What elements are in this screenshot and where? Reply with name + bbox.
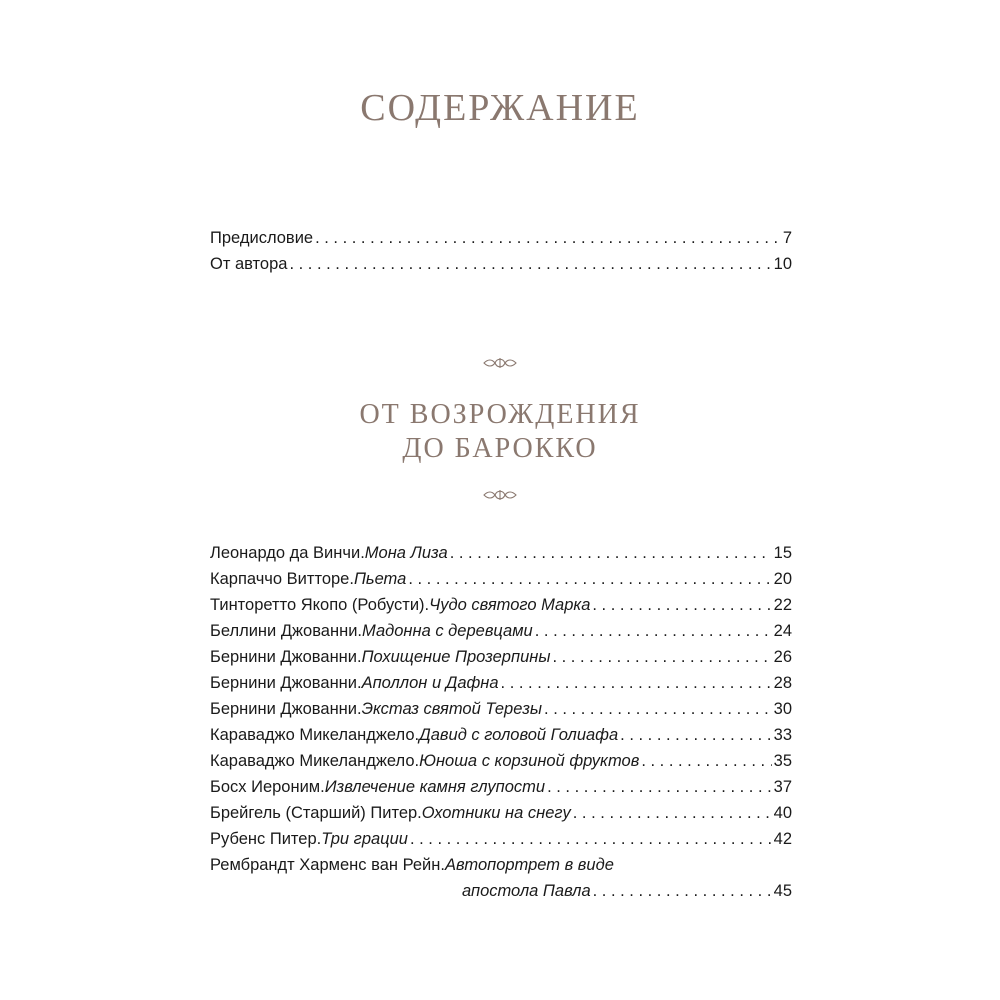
- dot-leader: [410, 826, 772, 852]
- artist-name: Рубенс Питер.: [210, 830, 322, 848]
- toc-entry[interactable]: [210, 826, 792, 852]
- page-number: 35: [773, 752, 792, 770]
- page-number: 40: [773, 804, 792, 822]
- page-number: 42: [773, 830, 792, 848]
- dot-leader: [315, 225, 781, 251]
- artist-name: Беллини Джованни.: [210, 622, 363, 640]
- page-number: 15: [773, 544, 792, 562]
- artist-name: Караваджо Микеланджело.: [210, 752, 420, 770]
- ornament-flourish-icon: [482, 356, 518, 370]
- artist-name: Бернини Джованни.: [210, 648, 362, 666]
- page-number: 24: [773, 622, 792, 640]
- toc-entry[interactable]: [210, 566, 792, 592]
- section-title: [0, 398, 1000, 466]
- toc-entry[interactable]: [210, 644, 792, 670]
- work-title: Извлечение камня глупости: [324, 778, 546, 796]
- work-title-continued: апостола Павла: [462, 882, 591, 900]
- page-number: 28: [773, 674, 792, 692]
- dot-leader: [593, 878, 772, 904]
- dot-leader: [592, 592, 771, 618]
- dot-leader: [620, 722, 771, 748]
- work-title: Три грации: [321, 830, 408, 848]
- page-number: 7: [782, 229, 792, 247]
- artist-name: Бернини Джованни.: [210, 674, 362, 692]
- dot-leader: [408, 566, 771, 592]
- artist-name: Брейгель (Старший) Питер.: [210, 804, 422, 822]
- page-number: 37: [773, 778, 792, 796]
- entry-label: Предисловие: [210, 229, 314, 247]
- dot-leader: [641, 748, 771, 774]
- page-number: 45: [773, 882, 792, 900]
- page-number: 26: [773, 648, 792, 666]
- toc-entry[interactable]: [210, 618, 792, 644]
- work-title: Охотники на снегу: [421, 804, 571, 822]
- work-title: Мона Лиза: [364, 544, 448, 562]
- entry-label: От автора: [210, 255, 288, 273]
- toc-entry[interactable]: [210, 670, 792, 696]
- artist-name: Леонардо да Винчи.: [210, 544, 365, 562]
- page-title: СОДЕРЖАНИЕ: [360, 87, 640, 129]
- toc-entry[interactable]: [210, 800, 792, 826]
- work-title: Похищение Прозерпины: [361, 648, 551, 666]
- ornament-flourish-icon: [482, 488, 518, 502]
- toc-entry[interactable]: [210, 696, 792, 722]
- work-title: Юноша с корзиной фруктов: [419, 752, 640, 770]
- work-title: Аполлон и Дафна: [361, 674, 499, 692]
- dot-leader: [450, 540, 772, 566]
- page-number: 30: [773, 700, 792, 718]
- dot-leader: [501, 670, 772, 696]
- work-title: Экстаз святой Терезы: [361, 700, 543, 718]
- artist-name: Карпаччо Витторе.: [210, 570, 354, 588]
- page-number: 22: [773, 596, 792, 614]
- work-title: Автопортрет в виде: [444, 856, 614, 874]
- artist-name: Караваджо Микеланджело.: [210, 726, 420, 744]
- work-title: Давид с головой Голиафа: [419, 726, 619, 744]
- toc-entry[interactable]: [210, 592, 792, 618]
- dot-leader: [289, 251, 771, 277]
- artist-name: Рембрандт Харменс ван Рейн.: [210, 856, 445, 874]
- artist-name: Бернини Джованни.: [210, 700, 362, 718]
- dot-leader: [552, 644, 771, 670]
- work-title: Пьета: [353, 570, 407, 588]
- page-number: 10: [773, 255, 792, 273]
- page-number: 33: [773, 726, 792, 744]
- artist-name: Босх Иероним.: [210, 778, 325, 796]
- toc-entry[interactable]: [210, 774, 792, 800]
- toc-entry-from-author[interactable]: [210, 251, 792, 277]
- section-title-line1: ОТ ВОЗРОЖДЕНИЯ: [359, 399, 641, 430]
- dot-leader: [544, 696, 772, 722]
- work-title: Чудо святого Марка: [429, 596, 591, 614]
- toc-entry[interactable]: [210, 748, 792, 774]
- dot-leader: [573, 800, 772, 826]
- toc-entry[interactable]: [210, 540, 792, 566]
- dot-leader: [547, 774, 772, 800]
- section-title-line2: ДО БАРОККО: [402, 433, 598, 464]
- toc-entry-preface[interactable]: [210, 225, 792, 251]
- toc-list: [210, 540, 792, 904]
- toc-entry[interactable]: [210, 852, 792, 878]
- artist-name: Тинторетто Якопо (Робусти).: [210, 596, 430, 614]
- toc-entry-continuation[interactable]: [210, 878, 792, 904]
- page-number: 20: [773, 570, 792, 588]
- toc-entry[interactable]: [210, 722, 792, 748]
- front-matter-list: [210, 225, 792, 277]
- work-title: Мадонна с деревцами: [362, 622, 533, 640]
- dot-leader: [535, 618, 772, 644]
